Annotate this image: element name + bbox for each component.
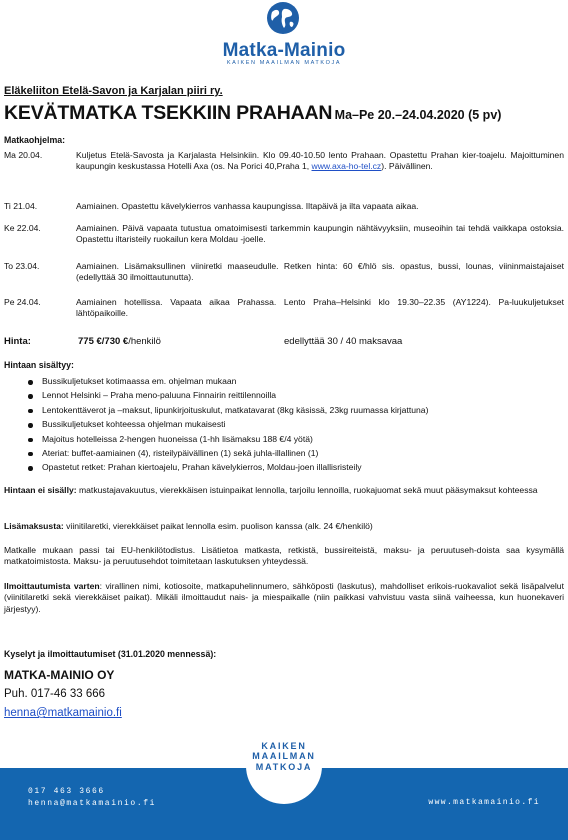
brand-tagline: KAIKEN MAAILMAN MATKOJA <box>226 60 342 66</box>
day-text: Aamiainen hotellissa. Vapaata aikaa Prahassa. Lento Praha–Helsinki klo 19.30–22.35 (AY1224). Pa-luukuljetukset lähtöpaikoille. <box>76 297 564 319</box>
day-text: Aamiainen. Päivä vapaata tutustua omatoimisesti tarkemmin kaupungin nähtävyyksiin, museoihin tai tehdä vaikkapa ostoksia. Opastettu iltaristeily ruokailun kera Moldau -joelle. <box>76 223 564 245</box>
hotel-link[interactable]: www.axa-ho-tel.cz <box>311 161 382 172</box>
day-item <box>4 223 564 253</box>
registration-info: Ilmoittautumista varten: virallinen nimi, kotiosoite, matkapuhelinnumero, sähköposti (laskutus), mahdolliset erikois-ruokavaliot sekä lisäpalvelut (viinitilaretki sekä vierekkäiset paikat). Mikäli ilmoittaudut nais- ja miespaikalle (niin paikkasi vahvistuu vasta siinä vaiheessa, kun huonekaveri järjestyy). <box>4 581 564 614</box>
contact-heading: Kyselyt ja ilmoittautumiset (31.01.2020 mennessä): <box>4 649 217 659</box>
included-label: Hintaan sisältyy: <box>4 360 74 370</box>
title-dates: Ma–Pe 20.–24.04.2020 (5 pv) <box>334 108 502 122</box>
footer-badge: KAIKEN MAAILMAN MATKOJA <box>252 741 316 772</box>
price-unit: /henkilö <box>128 336 161 347</box>
extra-cost: Lisämaksusta: viinitilaretki, vierekkäiset paikat lennolla esim. puolison kanssa (alk. 24 €/henkilö) <box>4 521 373 531</box>
list-item: Lennot Helsinki – Praha meno-paluuna Finnairin reittilennoilla <box>28 390 558 404</box>
page-title <box>4 101 501 127</box>
price-condition: edellyttää 30 / 40 maksavaa <box>284 336 403 347</box>
list-item: Majoitus hotelleissa 2-hengen huoneissa (1-hh lisämaksu 188 €/4 yötä) <box>28 434 558 448</box>
contact-phone: Puh. 017-46 33 666 <box>4 688 106 700</box>
globe-icon <box>264 0 302 36</box>
price-row <box>4 336 564 349</box>
day-date: Ti 21.04. <box>4 201 38 211</box>
brand-logo <box>0 0 568 76</box>
list-item: Bussikuljetukset kotimaassa em. ohjelman mukaan <box>28 376 558 390</box>
list-item: Lentokenttäverot ja –maksut, lipunkirjoituskulut, matkatavarat (8kg käsissä, 23kg ruumassa kirjattuna) <box>28 405 558 419</box>
contact-email-link[interactable]: henna@matkamainio.fi <box>4 707 122 719</box>
footer-web[interactable]: www.matkamainio.fi <box>428 798 540 807</box>
day-date: Ke 22.04. <box>4 223 41 233</box>
day-item <box>4 150 564 194</box>
day-item <box>4 201 564 215</box>
day-item <box>4 261 564 291</box>
list-item: Opastetut retket: Prahan kiertoajelu, Prahan kävelykierros, Moldau-joen illallisristeily <box>28 462 558 476</box>
day-date: Ma 20.04. <box>4 150 43 160</box>
brand-name: Matka-Mainio <box>222 40 346 61</box>
price-value: 775 €/730 € <box>78 336 129 347</box>
footer-email[interactable]: henna@matkamainio.fi <box>28 799 157 809</box>
list-item: Bussikuljetukset kohteessa ohjelman mukaisesti <box>28 419 558 433</box>
day-date: To 23.04. <box>4 261 40 271</box>
company-name: MATKA-MAINIO OY <box>4 668 115 682</box>
passport-info: Matkalle mukaan passi tai EU-henkilötodistus. Lisätietoa matkasta, retkistä, bussireiteistä, maksu- ja peruutuseh-doista saa kysymällä matkatoimistosta. Maksu- ja peruutusehdot toimitetaan laskutuksen yhteydessä. <box>4 545 564 567</box>
organizer: Eläkeliiton Etelä-Savon ja Karjalan piiri ry. <box>4 85 223 97</box>
footer-contacts <box>28 786 156 811</box>
day-date: Pe 24.04. <box>4 297 41 307</box>
program-label: Matkaohjelma: <box>4 135 66 145</box>
footer-phone: 017 463 3666 <box>28 787 105 796</box>
list-item: Ateriat: buffet-aamiainen (4), risteilypäivällinen (1) sekä juhla-illallinen (1) <box>28 448 558 462</box>
price-label: Hinta: <box>4 336 31 347</box>
day-text: Aamiainen. Lisämaksullinen viiniretki maaseudulle. Retken hinta: 60 €/hlö sis. opastus, bussi, lounas, viininmaistajaiset (edellyttää 30 ilmoittautunutta). <box>76 261 564 283</box>
day-item <box>4 297 564 327</box>
included-list <box>28 376 558 477</box>
day-text: Aamiainen. Opastettu kävelykierros vanhassa kaupungissa. Iltapäivä ja ilta vapaata aikaa. <box>76 201 419 211</box>
not-included: Hintaan ei sisälly: matkustajavakuutus, vierekkäisen istuinpaikat lennolla, tarjoilu lennoilla, ruokajuomat sekä muut pääsymaksut kohteessa <box>4 485 538 495</box>
day-text: Kuljetus Etelä-Savosta ja Karjalasta Helsinkiin. Klo 09.40-10.50 lento Prahaan. Opastettu Prahan kier-toajelu. Majoittuminen kaupungin keskustassa Hotelli Axa (os. Na Porici 40,Praha 1, www.axa-ho-tel.cz). Päivällinen. <box>76 150 564 172</box>
title-main: KEVÄTMATKA TSEKKIIN PRAHAAN <box>4 102 333 124</box>
